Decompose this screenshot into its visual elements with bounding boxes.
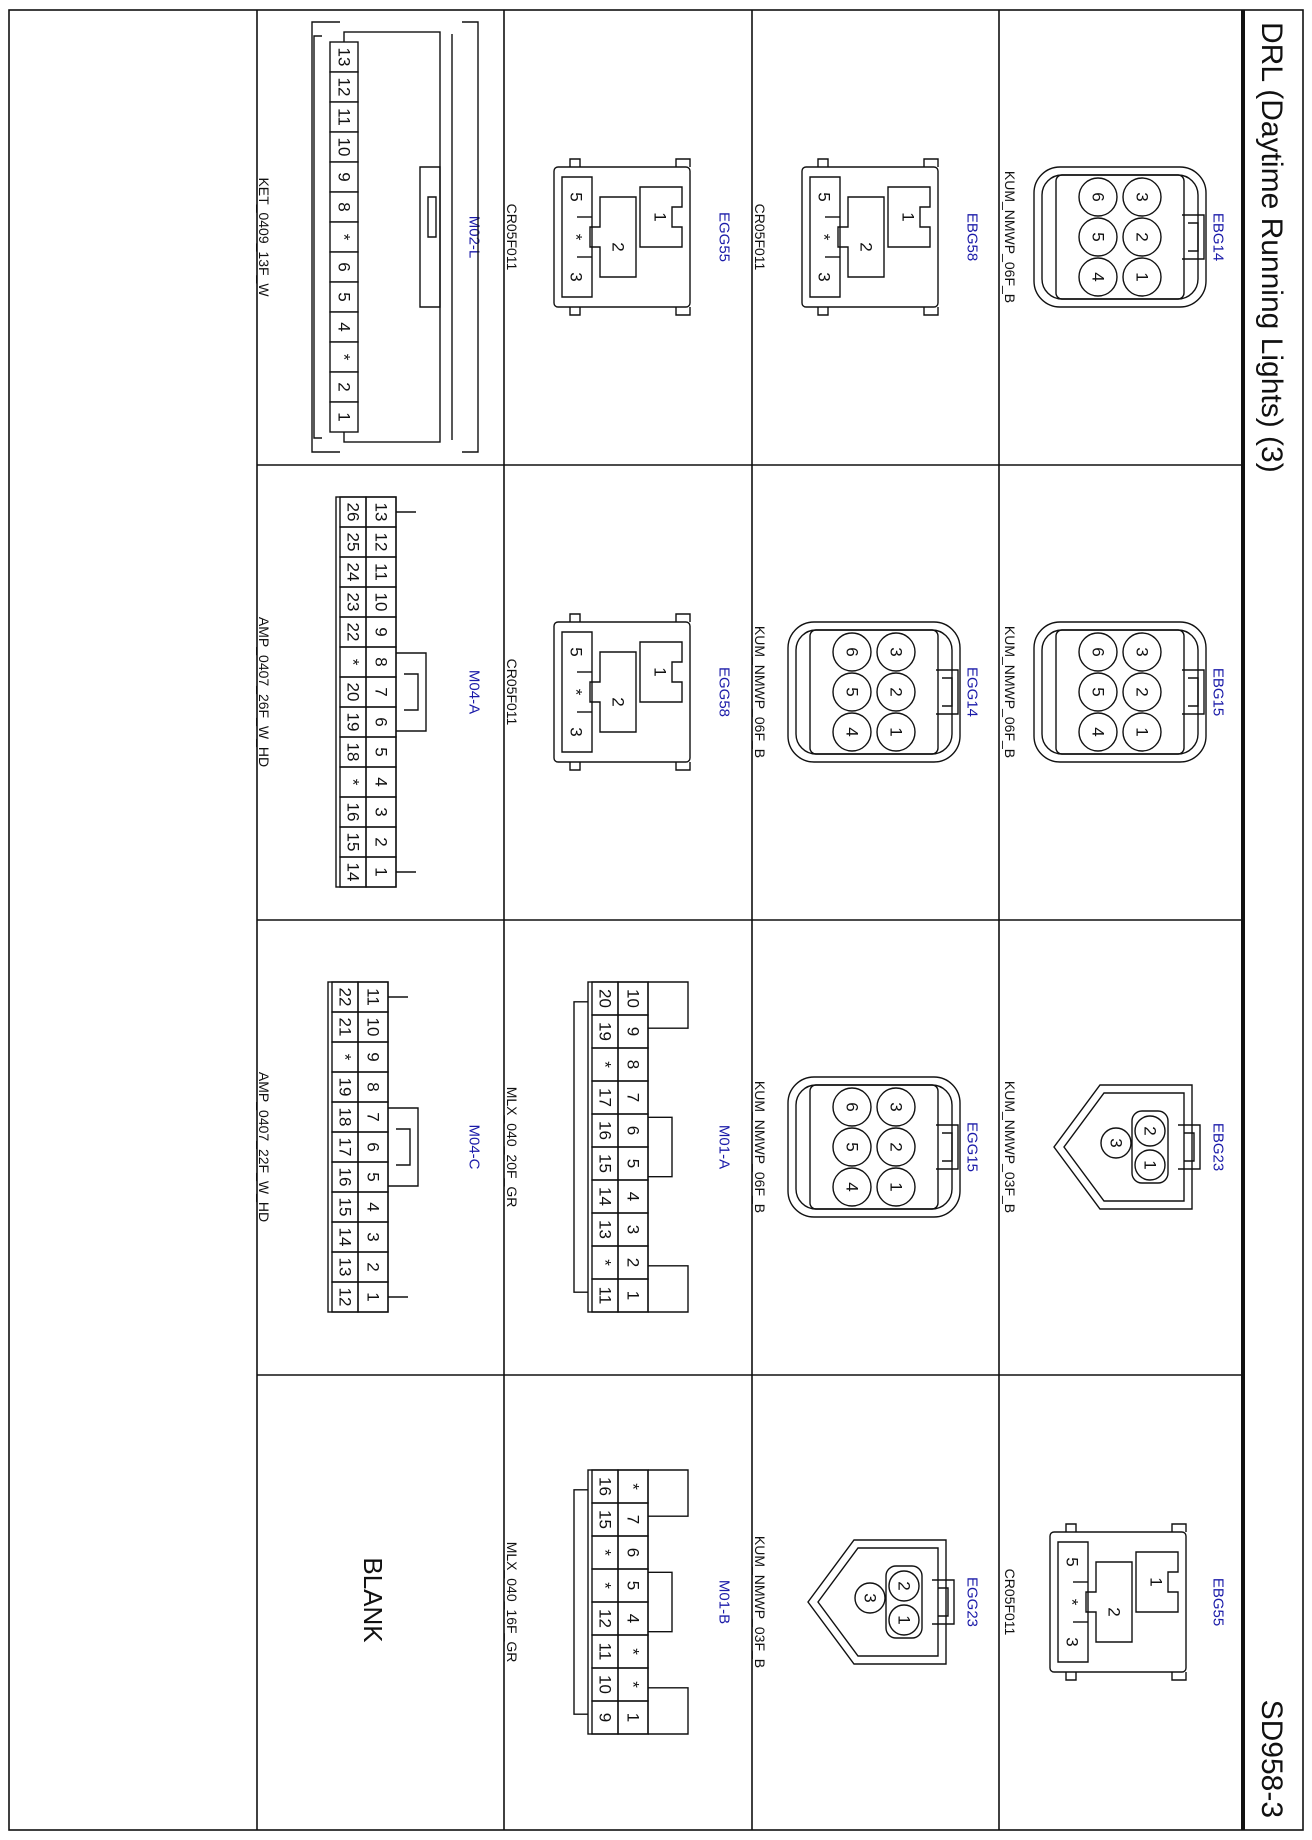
connector-latches <box>648 982 688 1312</box>
pin-label: 15 <box>343 832 363 852</box>
connector-tabs <box>388 997 408 1297</box>
page-code: SD958-3 <box>1255 1699 1288 1818</box>
connector-latches <box>648 1470 688 1734</box>
pin-label: 2 <box>886 1142 906 1152</box>
pin-label: * <box>343 658 363 666</box>
pin-label: 4 <box>1088 727 1108 737</box>
connector-type-label: KET_0409_13F_W <box>256 177 272 297</box>
pin-label: 11 <box>595 1286 615 1305</box>
pin-label: 6 <box>363 1142 383 1152</box>
connector-id-label: M04-A <box>465 669 483 715</box>
connector-id-label: EGG58 <box>715 666 733 718</box>
connector-id-label: M01-A <box>715 1124 733 1170</box>
pin-label: 1 <box>623 1712 643 1723</box>
pin-label: 20 <box>595 989 615 1008</box>
pin-label: 2 <box>334 382 354 392</box>
pin-label: 1 <box>1132 727 1152 737</box>
connector-id-label: EGG23 <box>963 1576 981 1628</box>
pin-label: 23 <box>343 592 363 612</box>
connector-type-label: AMP_0407_26F_W_HD <box>256 616 272 768</box>
pin-label: 6 <box>842 1102 862 1112</box>
pin-label: 11 <box>371 563 391 581</box>
pin-label: * <box>595 1549 615 1556</box>
pin-label: 5 <box>371 747 391 757</box>
pin-label: 13 <box>371 502 391 522</box>
pin-label: 2 <box>886 687 906 697</box>
connector-type-label: KUM_NMWP_06F_B <box>752 625 768 759</box>
pin-label: 3 <box>1132 647 1152 657</box>
pin-label: 25 <box>343 532 363 552</box>
pin-label: 2 <box>1104 1607 1124 1617</box>
pin-label: 9 <box>334 172 354 182</box>
connector-type-label: KUM_NMWP_03F_B <box>1002 1080 1018 1214</box>
pin-label: 12 <box>595 1609 615 1628</box>
pin-label: 11 <box>363 988 383 1006</box>
pin-label: 6 <box>1088 192 1108 202</box>
pin-label: 8 <box>371 657 391 667</box>
connector-rear <box>574 1490 588 1714</box>
pin-label: * <box>335 1053 355 1061</box>
pin-label: 9 <box>623 1026 643 1037</box>
pin-label: 2 <box>363 1262 383 1272</box>
pin-label: 4 <box>1088 272 1108 282</box>
connector-lock <box>648 1572 672 1631</box>
pin-label: 1 <box>894 1615 914 1625</box>
connector-lock <box>420 167 440 307</box>
pin-label: 2 <box>1140 1126 1160 1136</box>
connector-type-label: CR05F011 <box>504 658 520 726</box>
pin-label: 6 <box>371 717 391 727</box>
pin-label: 21 <box>335 1017 355 1037</box>
connector-drawings <box>256 22 1227 1734</box>
pin-label: 1 <box>886 727 906 737</box>
page-title: DRL (Daytime Running Lights) (3) <box>1255 22 1288 473</box>
connector-id-label: M04-C <box>465 1124 483 1170</box>
pin-label: 8 <box>363 1082 383 1092</box>
pin-label: 10 <box>623 989 643 1008</box>
pin-label: 18 <box>335 1107 355 1127</box>
pin-label: 19 <box>335 1077 355 1097</box>
pin-label: 3 <box>566 727 586 737</box>
pin-label: 7 <box>623 1514 643 1525</box>
pin-label: 1 <box>650 667 670 677</box>
pin-label: * <box>623 1483 643 1490</box>
pin-label: 3 <box>1132 192 1152 202</box>
pin-label: 18 <box>343 742 363 762</box>
connector-id-label: M01-B <box>715 1579 733 1625</box>
pin-label: * <box>334 353 354 361</box>
connector-type-label: KUM_NMWP_03F_B <box>752 1535 768 1669</box>
connector-egg55 <box>554 159 690 315</box>
pin-label: 5 <box>1088 687 1108 697</box>
connector-egg23 <box>808 1540 954 1664</box>
connector-housing <box>1034 167 1206 307</box>
pin-label: 17 <box>595 1088 615 1107</box>
connector-housing <box>788 622 960 762</box>
connector-egg15 <box>788 1077 960 1217</box>
pin-label: 1 <box>623 1290 643 1301</box>
pin-label: 1 <box>898 212 918 222</box>
pin-label: 3 <box>886 647 906 657</box>
connector-rear <box>574 1002 588 1292</box>
connector-lock <box>396 653 426 731</box>
pin-label: 15 <box>595 1154 615 1173</box>
pin-label: 2 <box>1132 232 1152 242</box>
labels-m02l <box>256 177 483 297</box>
pin-label: 5 <box>334 292 354 302</box>
pin-label: * <box>566 233 586 241</box>
pin-label: 1 <box>363 1292 383 1302</box>
connector-m01a <box>574 982 688 1312</box>
pin-label: 4 <box>371 777 391 787</box>
pin-label: 4 <box>363 1202 383 1212</box>
pin-label: 12 <box>371 532 391 552</box>
pin-label: 5 <box>623 1158 643 1169</box>
pin-label: 7 <box>371 687 391 697</box>
pin-label: 2 <box>608 697 628 707</box>
connector-egg14 <box>788 622 960 762</box>
pin-label: 13 <box>595 1220 615 1239</box>
pin-label: 1 <box>1140 1160 1160 1170</box>
connector-type-label: CR05F011 <box>1002 1568 1018 1636</box>
pin-label: 9 <box>371 627 391 637</box>
pin-label: 13 <box>335 1257 355 1277</box>
pin-label: 22 <box>343 622 363 642</box>
pin-label: 26 <box>343 502 363 522</box>
pin-label: 17 <box>335 1137 355 1157</box>
connector-ebg15 <box>1034 622 1206 762</box>
pin-label: 24 <box>343 562 363 582</box>
pin-label: 5 <box>623 1580 643 1591</box>
connector-ebg55 <box>1050 1524 1186 1680</box>
pin-label: * <box>343 778 363 786</box>
pin-label: 1 <box>1132 272 1152 282</box>
pin-label: 3 <box>623 1224 643 1235</box>
pin-label: 5 <box>363 1172 383 1182</box>
connector-m04c <box>328 982 418 1312</box>
connector-id-label: M02-L <box>465 215 483 259</box>
connector-ebg14 <box>1034 167 1206 307</box>
pin-label: 11 <box>334 108 354 126</box>
pin-label: * <box>814 233 834 241</box>
connector-type-label: AMP_0407_22F_W_HD <box>256 1071 272 1223</box>
pin-label: 5 <box>566 192 586 202</box>
pin-label: 4 <box>623 1613 643 1624</box>
pin-label: 4 <box>842 727 862 737</box>
pin-label: 6 <box>623 1547 643 1558</box>
pin-label: 14 <box>335 1227 355 1247</box>
pin-label: 3 <box>371 807 391 817</box>
pin-label: 3 <box>566 272 586 282</box>
pin-label: 5 <box>1088 232 1108 242</box>
connector-tabs <box>396 512 416 872</box>
connector-type-label: KUM_NMWP_06F_B <box>1002 625 1018 759</box>
pin-label: 16 <box>343 802 363 822</box>
pin-label: 8 <box>334 202 354 212</box>
connector-housing <box>1034 622 1206 762</box>
pin-label: 3 <box>1106 1138 1126 1148</box>
connector-id-label: EBG15 <box>1209 667 1227 717</box>
pin-label: 9 <box>363 1052 383 1062</box>
pin-label: 10 <box>334 137 354 157</box>
connector-id-label: EBG23 <box>1209 1122 1227 1172</box>
connector-type-label: KUM_NMWP_06F_B <box>752 1080 768 1214</box>
connector-id-label: EGG14 <box>963 666 981 718</box>
pin-label: 1 <box>371 867 391 877</box>
pin-label: 20 <box>343 682 363 702</box>
pin-label: 4 <box>334 322 354 332</box>
pin-label: 5 <box>814 192 834 202</box>
pin-label: 19 <box>343 712 363 732</box>
connector-m02l <box>312 22 478 452</box>
pin-label: 2 <box>608 242 628 252</box>
pin-label: 4 <box>623 1191 643 1202</box>
pin-label: * <box>595 1582 615 1589</box>
pin-label: 3 <box>814 272 834 282</box>
pin-label: * <box>623 1648 643 1655</box>
connector-m04a <box>336 497 426 887</box>
pin-label: * <box>623 1681 643 1688</box>
connector-id-label: EGG55 <box>715 211 733 263</box>
connector-id-label: EBG14 <box>1209 212 1227 262</box>
pin-label: 5 <box>1062 1557 1082 1567</box>
pin-label: 7 <box>623 1092 643 1103</box>
connector-lock <box>388 1108 418 1186</box>
pin-label: 6 <box>842 647 862 657</box>
pin-label: 2 <box>856 242 876 252</box>
pin-label: 3 <box>860 1593 880 1603</box>
pin-label: * <box>595 1259 615 1266</box>
pin-label: 2 <box>623 1257 643 1268</box>
connector-id-label: EBG58 <box>963 212 981 262</box>
pin-label: 1 <box>334 412 354 422</box>
pin-label: 22 <box>335 987 355 1007</box>
pin-label: 3 <box>1062 1637 1082 1647</box>
pin-label: 16 <box>595 1477 615 1496</box>
pin-label: 3 <box>886 1102 906 1112</box>
pin-label: * <box>334 233 354 241</box>
connector-type-label: MLX_040_20F_GR <box>504 1086 520 1208</box>
pin-label: 14 <box>343 862 363 882</box>
pin-label: 1 <box>1146 1577 1166 1587</box>
connector-egg58 <box>554 614 690 770</box>
pin-label: 14 <box>595 1187 615 1206</box>
pin-label: 12 <box>335 1287 355 1307</box>
pin-label: 16 <box>595 1121 615 1140</box>
pin-label: 5 <box>566 647 586 657</box>
connector-type-label: CR05F011 <box>752 203 768 271</box>
pin-label: 2 <box>894 1581 914 1591</box>
pin-label: * <box>1062 1598 1082 1606</box>
pin-label: 11 <box>595 1642 615 1661</box>
connector-m01b <box>574 1470 688 1734</box>
connector-type-label: KUM_NMWP_06F_B <box>1002 170 1018 304</box>
pin-label: 4 <box>842 1182 862 1192</box>
pin-label: * <box>566 688 586 696</box>
connector-ebg23 <box>1054 1085 1200 1209</box>
pin-label: 13 <box>334 47 354 67</box>
pin-label: 10 <box>595 1675 615 1694</box>
pin-label: 15 <box>595 1510 615 1529</box>
pin-label: 6 <box>623 1125 643 1136</box>
pin-label: 3 <box>363 1232 383 1242</box>
pin-label: 9 <box>595 1712 615 1723</box>
pin-label: 5 <box>842 1142 862 1152</box>
pin-label: 19 <box>595 1022 615 1041</box>
connector-type-label: CR05F011 <box>504 203 520 271</box>
pin-label: 6 <box>334 262 354 272</box>
connector-id-label: EGG15 <box>963 1121 981 1173</box>
pin-label: 8 <box>623 1059 643 1070</box>
connector-lock <box>648 1117 672 1176</box>
pin-label: 10 <box>363 1017 383 1037</box>
pin-label: 7 <box>363 1112 383 1122</box>
pin-label: 5 <box>842 687 862 697</box>
pin-label: 2 <box>1132 687 1152 697</box>
pin-label: 2 <box>371 837 391 847</box>
connector-id-label: EBG55 <box>1209 1577 1227 1627</box>
connector-type-label: MLX_040_16F_GR <box>504 1541 520 1663</box>
connector-housing <box>788 1077 960 1217</box>
pin-label: 10 <box>371 592 391 612</box>
connector-ebg58 <box>802 159 938 315</box>
pin-label: 15 <box>335 1197 355 1217</box>
pin-label: * <box>595 1061 615 1068</box>
pin-label: 1 <box>886 1182 906 1192</box>
blank-label: BLANK <box>358 1557 388 1643</box>
pin-label: 1 <box>650 212 670 222</box>
pin-label: 16 <box>335 1167 355 1187</box>
pin-label: 6 <box>1088 647 1108 657</box>
pin-label: 12 <box>334 77 354 97</box>
